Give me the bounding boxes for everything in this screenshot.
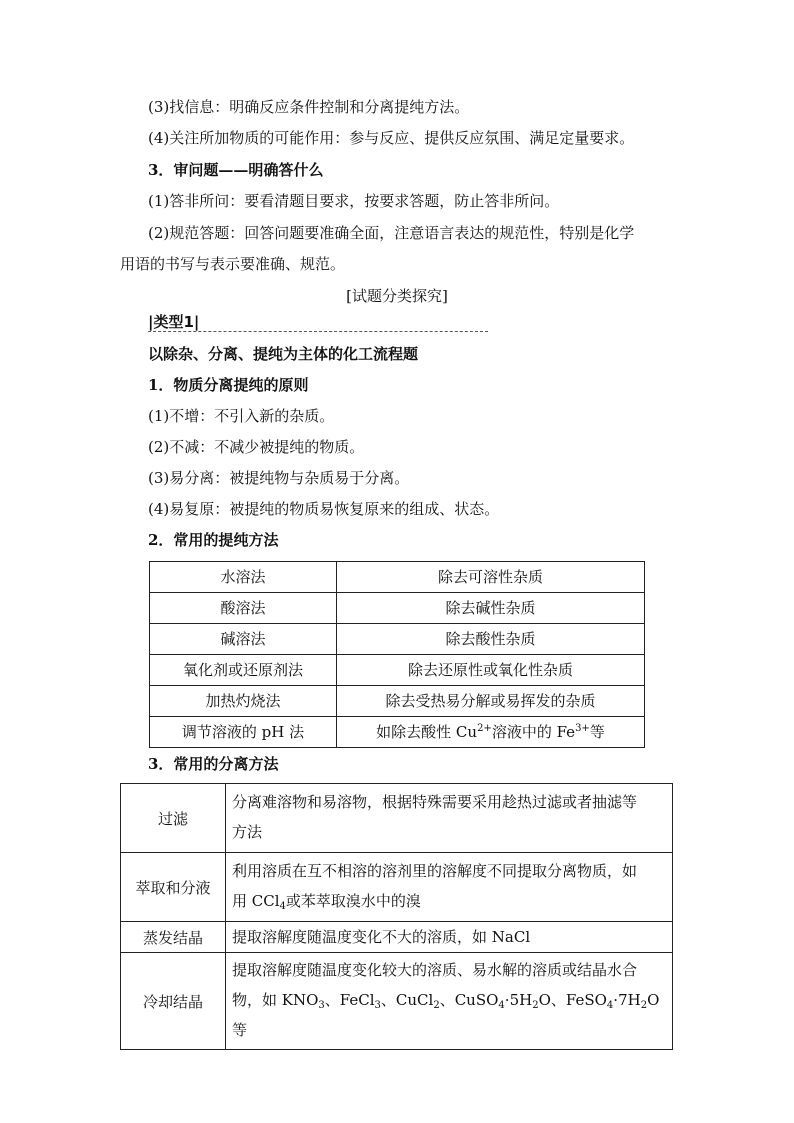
description-text: 溶液中的 Fe bbox=[491, 723, 576, 741]
method-cell: 酸溶法 bbox=[150, 593, 337, 624]
dashed-divider bbox=[148, 331, 488, 332]
formula-subscript: 4 bbox=[279, 901, 286, 912]
method-cell: 过滤 bbox=[121, 784, 226, 853]
method-cell: 调节溶液的 pH 法 bbox=[150, 717, 337, 748]
method-cell: 加热灼烧法 bbox=[150, 686, 337, 717]
table-row bbox=[150, 717, 645, 748]
method-cell: 水溶法 bbox=[150, 562, 337, 593]
table-row bbox=[121, 853, 673, 922]
separate-methods-table bbox=[120, 783, 673, 1050]
description-text: O 等 bbox=[232, 991, 660, 1039]
type-heading: 以除杂、分离、提纯为主体的化工流程题 bbox=[148, 345, 419, 363]
description-cell bbox=[226, 853, 673, 922]
description-cell: 除去酸性杂质 bbox=[337, 624, 645, 655]
description-cell bbox=[226, 922, 673, 953]
question-item-2-line-1: (2)规范答题：回答问题要准确全面，注意语言表达的规范性，特别是化学 bbox=[148, 224, 635, 242]
description-text: ·5H bbox=[504, 991, 533, 1009]
formula-subscript: 4 bbox=[606, 1000, 614, 1011]
description-cell: 除去可溶性杂质 bbox=[337, 562, 645, 593]
description-text: 用 CCl bbox=[232, 892, 280, 910]
method-cell: 氧化剂或还原剂法 bbox=[150, 655, 337, 686]
formula-subscript: 3 bbox=[318, 1000, 325, 1011]
formula-subscript: 4 bbox=[498, 1000, 505, 1011]
description-text: 、FeCl bbox=[324, 991, 375, 1009]
method-cell: 碱溶法 bbox=[150, 624, 337, 655]
description-text: 、CuSO bbox=[439, 991, 499, 1009]
description-line bbox=[232, 886, 666, 916]
table-row bbox=[150, 562, 645, 593]
intro-paragraph-4: (4)关注所加物质的可能作用：参与反应、提供反应氛围、满足定量要求。 bbox=[148, 129, 635, 147]
description-cell bbox=[226, 953, 673, 1050]
description-text: 物，如 KNO bbox=[232, 991, 319, 1009]
formula-subscript: 2 bbox=[640, 1000, 648, 1011]
principle-item: (2)不减：不减少被提纯的物质。 bbox=[148, 438, 365, 456]
description-line: 分离难溶物和易溶物，根据特殊需要采用趁热过滤或者抽滤等 bbox=[232, 793, 638, 811]
description-cell: 除去还原性或氧化性杂质 bbox=[337, 655, 645, 686]
question-item-2-line-2: 用语的书写与表示要准确、规范。 bbox=[120, 255, 346, 273]
description-line: 利用溶质在互不相溶的溶剂里的溶解度不同提取分离物质，如 bbox=[232, 862, 638, 880]
description-line: 提取溶解度随温度变化不大的溶质，如 NaCl bbox=[232, 928, 531, 946]
description-cell: 除去碱性杂质 bbox=[337, 593, 645, 624]
heading-review-question: 3．审问题——明确答什么 bbox=[148, 161, 324, 179]
formula-subscript: 2 bbox=[433, 1000, 440, 1011]
description-text: 等 bbox=[589, 723, 605, 741]
description-line: 提取溶解度随温度变化较大的溶质、易水解的溶质或结晶水合 bbox=[232, 961, 638, 979]
separate-methods-heading: 3．常用的分离方法 bbox=[148, 755, 279, 773]
description-text: 、CuCl bbox=[380, 991, 434, 1009]
table-row bbox=[150, 686, 645, 717]
description-line bbox=[232, 985, 666, 1045]
method-cell: 萃取和分液 bbox=[121, 853, 226, 922]
formula-subscript: 3 bbox=[374, 1000, 381, 1011]
intro-paragraph-3: (3)找信息：明确反应条件控制和分离提纯方法。 bbox=[148, 98, 470, 116]
description-cell: 除去受热易分解或易挥发的杂质 bbox=[337, 686, 645, 717]
description-text: O、FeSO bbox=[538, 991, 607, 1009]
type-tag: |类型1| bbox=[148, 313, 200, 331]
description-line: 方法 bbox=[232, 823, 263, 841]
principle-item: (1)不增：不引入新的杂质。 bbox=[148, 407, 335, 425]
table-row bbox=[121, 784, 673, 853]
table-row bbox=[150, 655, 645, 686]
table-row bbox=[150, 593, 645, 624]
formula-subscript: 2 bbox=[532, 1000, 539, 1011]
principle-item: (4)易复原：被提纯的物质易恢复原来的组成、状态。 bbox=[148, 500, 500, 518]
table-row bbox=[121, 922, 673, 953]
method-cell: 冷却结晶 bbox=[121, 953, 226, 1050]
method-cell: 蒸发结晶 bbox=[121, 922, 226, 953]
description-text: 或苯萃取溴水中的溴 bbox=[285, 892, 421, 910]
ion-charge: 2+ bbox=[477, 723, 492, 734]
ion-charge: 3+ bbox=[575, 723, 590, 734]
description-text: 如除去酸性 Cu bbox=[376, 723, 478, 741]
principle-item: (3)易分离：被提纯物与杂质易于分离。 bbox=[148, 469, 410, 487]
table-row bbox=[121, 953, 673, 1050]
section-title: [试题分类探究] bbox=[346, 287, 448, 305]
table-row bbox=[150, 624, 645, 655]
description-cell bbox=[337, 717, 645, 748]
question-item-1: (1)答非所问：要看清题目要求，按要求答题，防止答非所问。 bbox=[148, 192, 560, 210]
description-text: ·7H bbox=[613, 991, 641, 1009]
purify-methods-heading: 2．常用的提纯方法 bbox=[148, 531, 279, 549]
purify-methods-table bbox=[149, 561, 645, 748]
description-cell bbox=[226, 784, 673, 853]
principles-heading: 1．物质分离提纯的原则 bbox=[148, 376, 309, 394]
